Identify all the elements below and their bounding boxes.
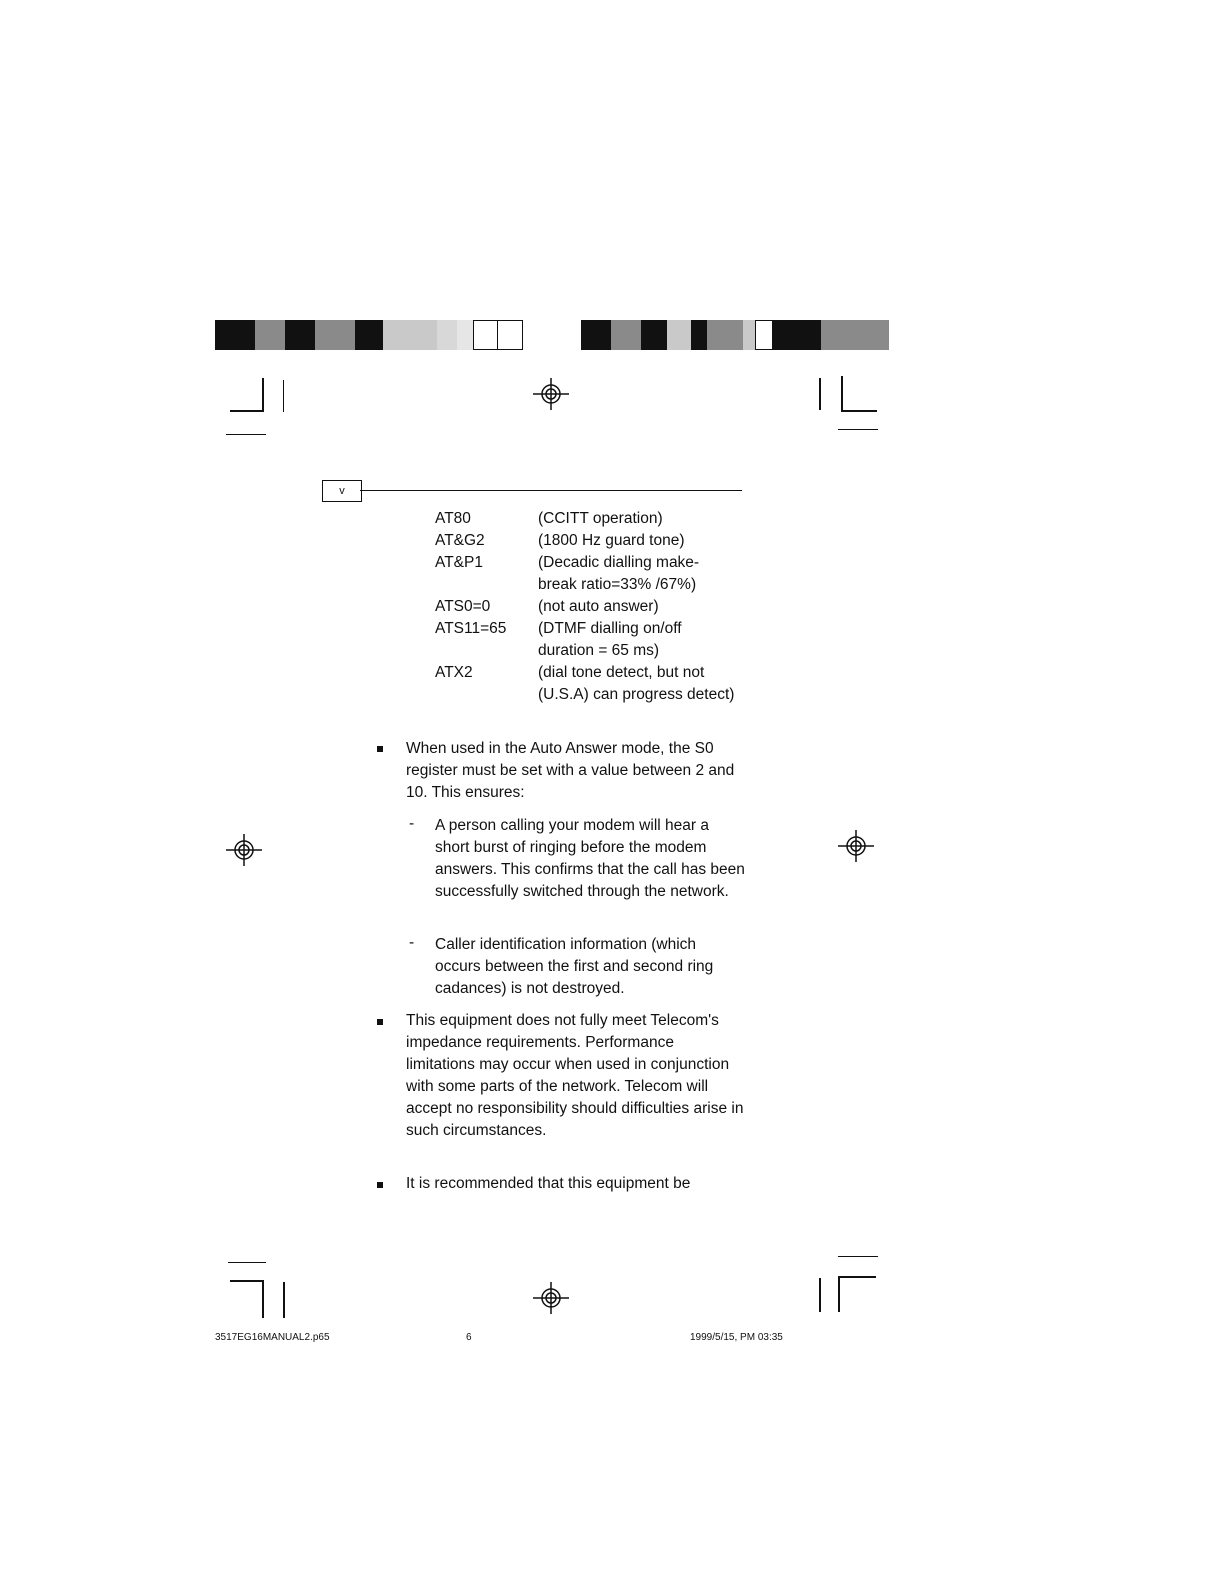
command-desc: (DTMF dialling on/off duration = 65 ms) (538, 620, 682, 659)
bullet-icon (377, 746, 383, 752)
command-code: AT&P1 (435, 554, 483, 571)
section-rule (360, 490, 742, 491)
bullet-paragraph: When used in the Auto Answer mode, the S0 register must be set with a value between 2 and 10. This ensures: (406, 740, 735, 801)
registration-mark-icon (533, 1280, 569, 1316)
registration-mark-icon (533, 376, 569, 412)
bullet-paragraph: This equipment does not fully meet Telecom's impedance requirements. Performance limitations may occur when used in conjunction with some parts of the network. Telecom will accept no responsibility should difficulties arise in such circumstances. (406, 1012, 744, 1139)
color-bar-left (215, 320, 523, 350)
sub-item-paragraph: Caller identification information (which occurs between the first and second ring cadances) is not destroyed. (435, 936, 714, 997)
command-code: ATX2 (435, 664, 473, 681)
command-code: AT80 (435, 510, 471, 527)
command-desc: (CCITT operation) (538, 510, 663, 527)
footer-timestamp: 1999/5/15, PM 03:35 (690, 1332, 783, 1343)
command-desc: (not auto answer) (538, 598, 659, 615)
dash-icon: - (409, 934, 415, 951)
command-desc: (1800 Hz guard tone) (538, 532, 685, 549)
bullet-icon (377, 1182, 383, 1188)
bullet-icon (377, 1019, 383, 1025)
bullet-paragraph: It is recommended that this equipment be (406, 1175, 691, 1192)
footer-page-number: 6 (466, 1332, 472, 1343)
command-code: AT&G2 (435, 532, 485, 549)
command-desc: (Decadic dialling make-break ratio=33% /67%) (538, 554, 700, 593)
sub-item-paragraph: A person calling your modem will hear a short burst of ringing before the modem answers. This confirms that the call has been successfully switched through the network. (435, 817, 745, 900)
command-code: ATS0=0 (435, 598, 491, 615)
section-marker (322, 480, 362, 502)
section-marker-label: v (339, 485, 345, 497)
footer-filename: 3517EG16MANUAL2.p65 (215, 1332, 330, 1343)
dash-icon: - (409, 815, 415, 832)
registration-mark-icon (838, 828, 874, 864)
command-desc: (dial tone detect, but not (U.S.A) can progress detect) (538, 664, 735, 703)
command-code: ATS11=65 (435, 620, 507, 637)
color-bar-right (581, 320, 889, 350)
registration-mark-icon (226, 832, 262, 868)
